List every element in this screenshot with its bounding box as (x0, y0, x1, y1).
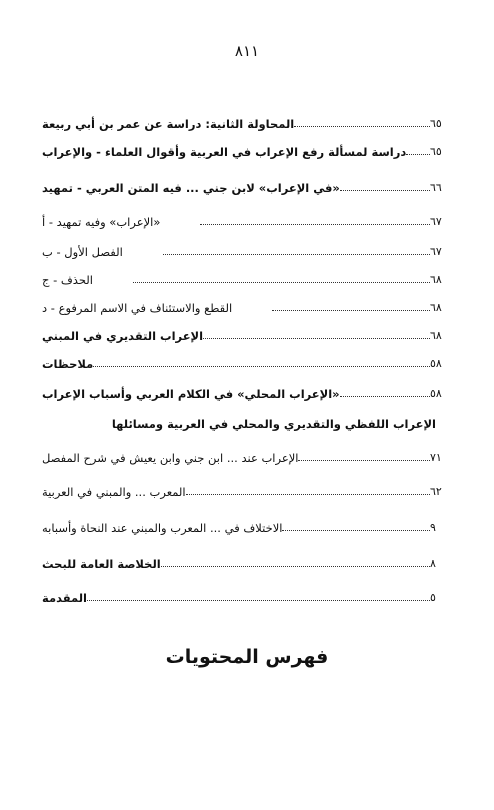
toc-page-number: ٦٨ (430, 273, 442, 286)
toc-entry-title: المعرب ... والمبني في العربية (42, 484, 186, 499)
toc-entry (38, 378, 456, 400)
toc-entry-title: المحاولة الثانية: دراسة عن عمر بن أبي ربيعة (42, 116, 295, 131)
leader-dots (200, 224, 430, 225)
leader-dots (406, 154, 430, 155)
toc-entry-title: ملاحظات (42, 356, 94, 371)
leader-dots (133, 282, 430, 283)
leader-dots (87, 600, 430, 601)
toc-page-number: ٨ (430, 557, 436, 570)
toc-page-number: ٦٦ (430, 181, 442, 194)
leader-dots (298, 460, 430, 461)
toc-page-number: ٦٨ (430, 301, 442, 314)
toc-entry (38, 264, 456, 286)
toc-entry (38, 476, 456, 498)
toc-entry (38, 408, 456, 430)
toc-page-number: ٩ (430, 521, 436, 534)
toc-page-number: ٦٨ (430, 329, 442, 342)
leader-dots (294, 126, 430, 127)
leader-dots (272, 310, 430, 311)
toc-entry-title: الفصل الأول - ب (42, 244, 123, 259)
toc-entry-title: «الإعراب» وفيه تمهيد - أ (42, 214, 161, 229)
toc-entry (38, 442, 456, 464)
toc-entry-title: الاختلاف في ... المعرب والمبني عند النحاة وأسبابه (42, 520, 283, 535)
toc-page-number: ٦٧ (430, 245, 442, 258)
toc-entry-title: دراسة لمسألة رفع الإعراب في العربية وأقوال العلماء - والإعراب (42, 144, 407, 159)
leader-dots (163, 254, 430, 255)
leader-dots (340, 190, 430, 191)
toc-page-number: ٦٧ (430, 215, 442, 228)
toc-entry-title: الإعراب اللفظي والتقديري والمحلي في العربية ومسائلها (111, 416, 436, 431)
toc-entry (38, 292, 456, 314)
toc-entry (38, 172, 456, 194)
leader-dots (282, 530, 430, 531)
toc-entry-title: المقدمة (42, 590, 87, 605)
toc-entry (38, 320, 456, 342)
toc-page-number: ٧١ (430, 451, 442, 464)
section-heading: فهرس المحتويات (165, 646, 329, 668)
leader-dots (340, 396, 430, 397)
toc-entry (38, 348, 456, 370)
leader-dots (203, 338, 430, 339)
toc-page-number: ٥٨ (430, 357, 442, 370)
toc-entry-title: «الإعراب المحلي» في الكلام العربي وأسباب الإعراب (42, 386, 340, 401)
toc-entry-title: الحذف - ج (42, 272, 93, 287)
toc-entry (38, 236, 456, 258)
leader-dots (93, 366, 430, 367)
toc-page-number: ٦٥ (430, 145, 442, 158)
toc-page-number: ٦٢ (430, 485, 442, 498)
page-number: ٨١١ (234, 42, 260, 60)
toc-page-number: ٥٨ (430, 387, 442, 400)
toc-entry (38, 548, 456, 570)
toc-entry (38, 136, 456, 158)
leader-dots (161, 566, 430, 567)
toc-entry (38, 512, 456, 534)
toc-entry-title: الإعراب التقديري في المبني (42, 328, 204, 343)
toc-entry-title: «في الإعراب» لابن جني ... فيه المتن العربي - تمهيد (42, 180, 340, 195)
toc-entry-title: الخلاصة العامة للبحث (42, 556, 161, 571)
toc-page-number: ٥ (430, 591, 436, 604)
leader-dots (186, 494, 430, 495)
toc-entry-title: الإعراب عند ... ابن جني وابن يعيش في شرح المفصل (42, 450, 299, 465)
toc-entry-title: القطع والاستئناف في الاسم المرفوع - د (42, 300, 233, 315)
toc-page-number: ٦٥ (430, 117, 442, 130)
toc-entry (38, 108, 456, 130)
toc-entry (38, 206, 456, 228)
toc-entry (38, 582, 456, 604)
